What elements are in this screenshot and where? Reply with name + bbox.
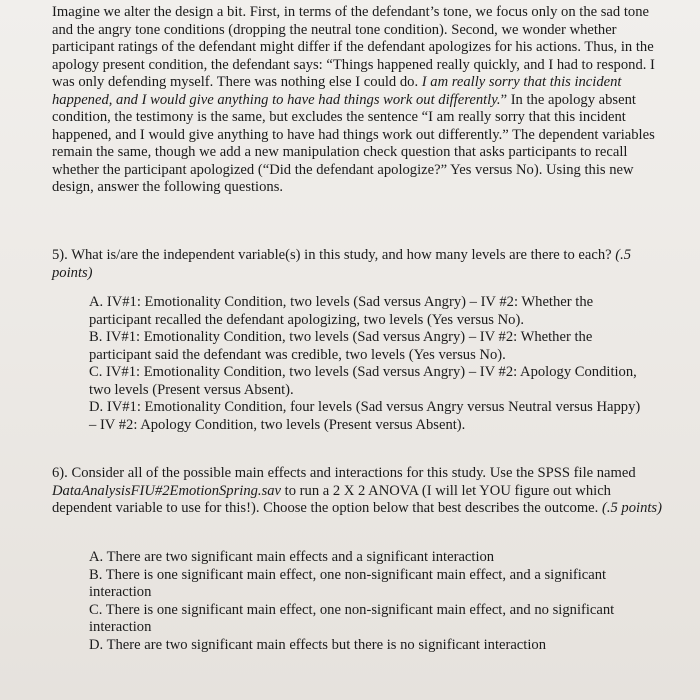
intro-text: Imagine we alter the design a bit. First, in terms of the defendant’s tone, we focus only on the sad tone and the angry tone conditions (dropping the neutral tone condition). Second, we wonder whether participant ratings of the defendant might differ if the defendant apologizes for his actions. Thus, in the apology present condition, the defendant says: “Things happened really quickly, and I had to respond. I was only defending myself. There was nothing else I could do. [52,4,655,90]
question-6-option-c[interactable]: C. There is one significant main effect, one non-significant main effect, and no significant interaction [89,601,615,635]
question-6-option-b[interactable]: B. There is one significant main effect, one non-significant main effect, and a significant interaction [89,566,607,600]
question-5-option-c[interactable]: C. IV#1: Emotionality Condition, two levels (Sad versus Angry) – IV #2: Apology Condition, two levels (Present versus Absent). [89,364,637,398]
question-6-option-a[interactable]: A. There are two significant main effects and a significant interaction [89,549,495,565]
question-6-options [89,549,659,654]
question-6-points: (.5 points) [601,500,662,516]
intro-paragraph [52,4,662,197]
question-6-option-d[interactable]: D. There are two significant main effects but there is no significant interaction [89,636,546,653]
question-5-option-b[interactable]: B. IV#1: Emotionality Condition, two levels (Sad versus Angry) – IV #2: Whether the participant said the defendant was credible, two levels (Yes versus No). [89,329,593,363]
question-5-option-d[interactable]: D. IV#1: Emotionality Condition, four levels (Sad versus Angry versus Neutral versus Happy) – IV #2: Apology Condition, two levels (Present versus Absent). [89,399,641,433]
question-5-points: (.5 points) [52,247,632,281]
question-6-text: 6). Consider all of the possible main effects and interactions for this study. Use the SPSS file named [52,465,636,481]
question-5-options [89,294,649,434]
question-6-filename: DataAnalysisFIU#2EmotionSpring.sav [52,482,282,499]
question-5-option-a[interactable]: A. IV#1: Emotionality Condition, two levels (Sad versus Angry) – IV #2: Whether the participant recalled the defendant apologizing, two levels (Yes versus No). [89,294,594,328]
intro-text-continued: ” In the apology absent condition, the testimony is the same, but excludes the sentence “I am really sorry that this incident happened, and I would give anything to have had things work out differently.” The dependent variables remain the same, though we add a new manipulation check question that asks participants to recall whether the participant apologized (“Did the defendant apologize?” Yes versus No). Using this new design, answer the following questions. [52,91,655,195]
question-6-text-continued: to run a 2 X 2 ANOVA (I will let YOU figure out which dependent variable to use for this!). Choose the option below that best describes the outcome. [52,482,611,516]
question-5-text: 5). What is/are the independent variable(s) in this study, and how many levels are there to each? [52,247,616,263]
question-5-prompt [52,247,662,282]
question-6-prompt [52,465,662,518]
intro-italic-quote: I am really sorry that this incident happened, and I would give anything to have had things work out differently. [52,74,622,108]
